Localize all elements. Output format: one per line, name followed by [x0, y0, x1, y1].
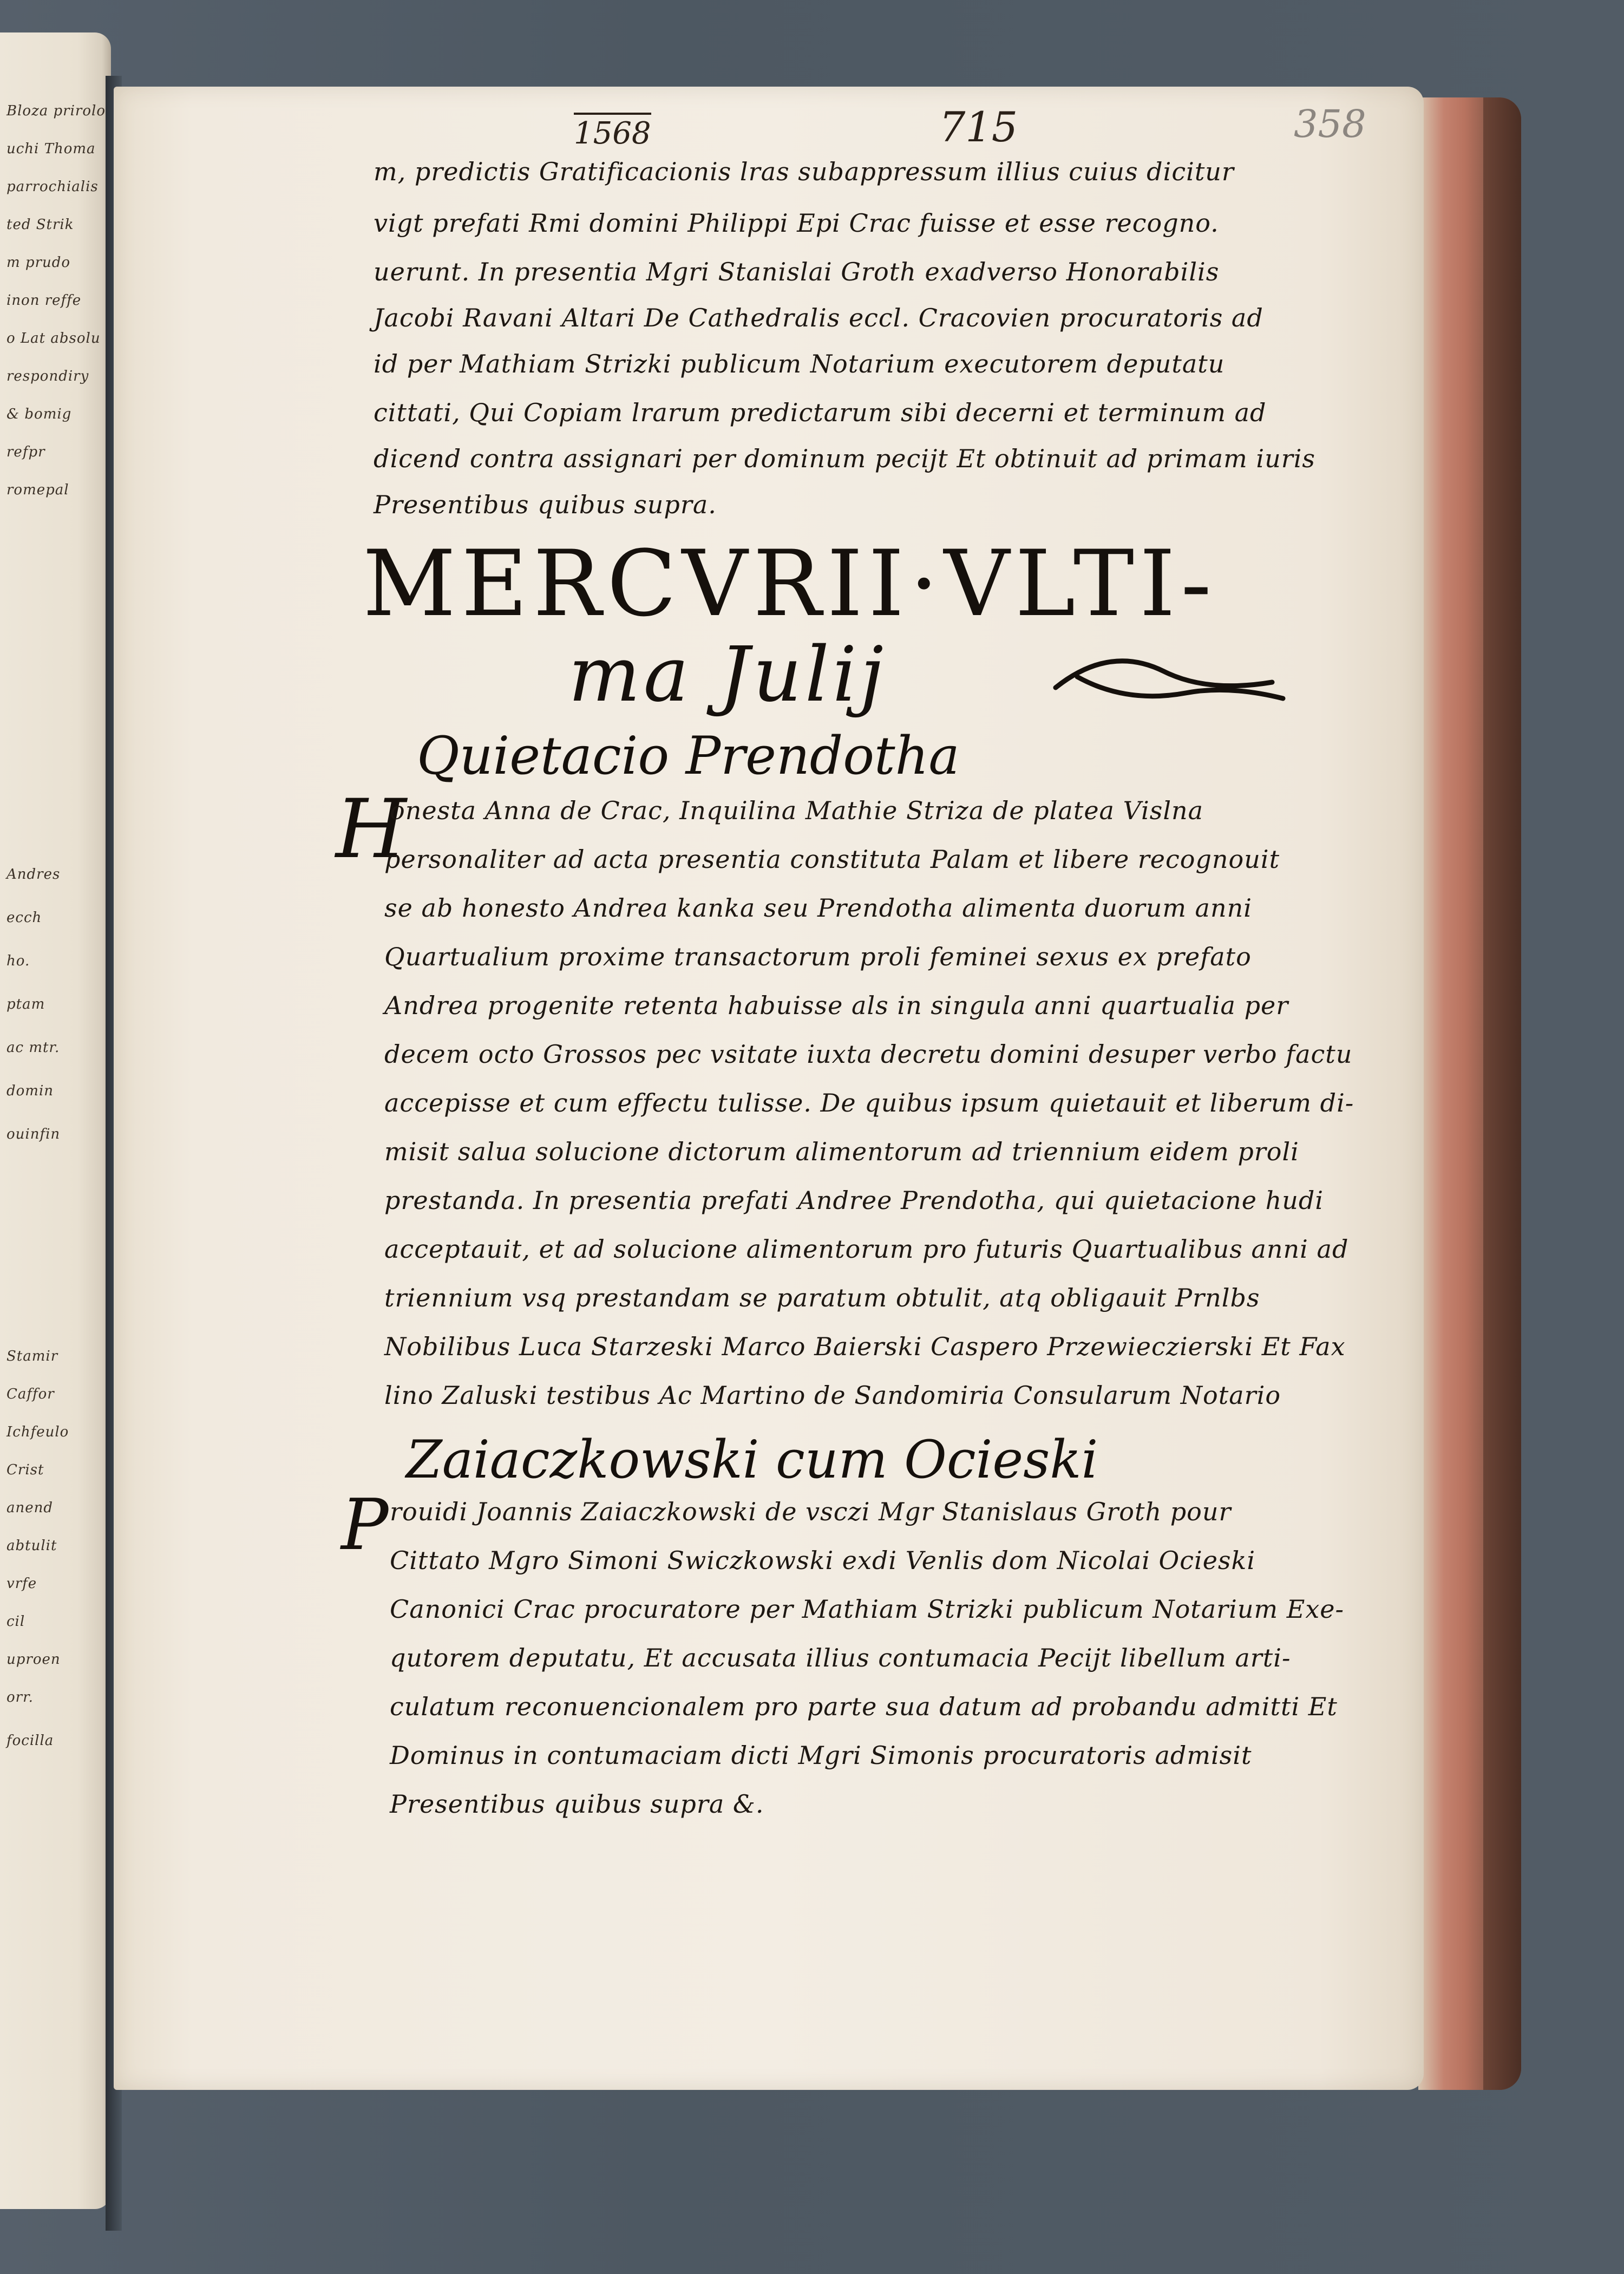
section-heading: MERCVRII·VLTI-	[363, 531, 1217, 637]
text-line: triennium vsq prestandam se paratum obtulit, atq obligauit Prnlbs	[384, 1283, 1260, 1312]
margin-note: orr.	[6, 1689, 34, 1706]
text-line: misit salua solucione dictorum alimentorum ad triennium eidem proli	[384, 1137, 1299, 1166]
margin-note: anend	[6, 1500, 54, 1516]
margin-note: romepal	[6, 482, 69, 498]
text-line: cittati, Qui Copiam lrarum predictarum sibi decerni et terminum ad	[374, 398, 1267, 427]
text-line: Andrea progenite retenta habuisse als in singula anni quartualia per	[384, 991, 1289, 1020]
margin-note: uproen	[6, 1651, 61, 1668]
manuscript-page	[114, 87, 1424, 2090]
text-line: qutorem deputatu, Et accusata illius contumacia Pecijt libellum arti-	[390, 1643, 1291, 1672]
margin-note: ptam	[6, 996, 45, 1012]
year-number: 1568	[574, 113, 651, 151]
text-line: se ab honesto Andrea kanka seu Prendotha alimenta duorum anni	[384, 893, 1252, 923]
margin-note: Caffor	[6, 1386, 55, 1402]
margin-note: parrochialis	[6, 179, 99, 195]
text-line: accepisse et cum effectu tulisse. De quibus ipsum quietauit et liberum di-	[384, 1088, 1354, 1118]
text-line: culatum reconuencionalem pro parte sua datum ad probandu admitti Et	[390, 1692, 1338, 1721]
text-line: Dominus in contumaciam dicti Mgri Simonis procuratoris admisit	[390, 1741, 1252, 1770]
text-line: acceptauit, et ad solucione alimentorum pro futuris Quartualibus anni ad	[384, 1234, 1349, 1264]
entry-title: Zaiaczkowski cum Ocieski	[406, 1429, 1098, 1490]
flourish-ornament	[1045, 639, 1294, 715]
text-line: m, predictis Gratificacionis lras subappressum illius cuius dicitur	[374, 157, 1234, 186]
text-line: Canonici Crac procuratore per Mathiam Strizki publicum Notarium Exe-	[390, 1595, 1345, 1624]
text-line: Nobilibus Luca Starzeski Marco Baierski Caspero Przewieczierski Et Fax	[384, 1332, 1346, 1361]
margin-note: m prudo	[6, 254, 71, 271]
book-edge	[1418, 97, 1521, 2090]
text-line: id per Mathiam Strizki publicum Notarium executorem deputatu	[374, 349, 1225, 378]
text-line: personaliter ad acta presentia constituta Palam et libere recognouit	[384, 845, 1280, 874]
margin-note: inon reffe	[6, 292, 82, 309]
margin-note: ecch	[6, 910, 42, 926]
text-line: onesta Anna de Crac, Inquilina Mathie Striza de platea Vislna	[390, 796, 1204, 825]
margin-note: & bomig	[6, 406, 72, 422]
margin-note: ac mtr.	[6, 1040, 60, 1056]
text-line: prestanda. In presentia prefati Andree Prendotha, qui quietacione hudi	[384, 1186, 1324, 1215]
text-line: rouidi Joannis Zaiaczkowski de vsczi Mgr Stanislaus Groth pour	[390, 1497, 1232, 1526]
text-line: Cittato Mgro Simoni Swiczkowski exdi Venlis dom Nicolai Ocieski	[390, 1546, 1256, 1575]
pencil-page-number: 358	[1294, 102, 1366, 146]
margin-note: cil	[6, 1613, 25, 1630]
drop-cap: P	[341, 1484, 389, 1566]
text-line: Presentibus quibus supra.	[374, 490, 717, 519]
left-facing-page	[0, 32, 111, 2209]
margin-note: domin	[6, 1083, 54, 1099]
text-line: Presentibus quibus supra &.	[390, 1789, 764, 1819]
text-line: uerunt. In presentia Mgri Stanislai Groth exadverso Honorabilis	[374, 257, 1220, 286]
text-line: Jacobi Ravani Altari De Cathedralis eccl. Cracovien procuratoris ad	[374, 303, 1263, 332]
text-line: vigt prefati Rmi domini Philippi Epi Crac fuisse et esse recogno.	[374, 208, 1219, 238]
margin-note: Andres	[6, 866, 61, 883]
margin-note: ouinfin	[6, 1126, 61, 1142]
text-line: dicend contra assignari per dominum pecijt Et obtinuit ad primam iuris	[374, 444, 1316, 473]
margin-note: Ichfeulo	[6, 1424, 69, 1440]
margin-note: respondiry	[6, 368, 89, 384]
margin-note: Stamir	[6, 1348, 58, 1364]
text-line: lino Zaluski testibus Ac Martino de Sandomiria Consularum Notario	[384, 1381, 1281, 1410]
margin-note: o Lat absolu	[6, 330, 101, 347]
drop-cap: H	[336, 782, 407, 877]
text-line: Quartualium proxime transactorum proli feminei sexus ex prefato	[384, 942, 1252, 971]
margin-note: ho.	[6, 953, 30, 969]
margin-note: uchi Thoma	[6, 141, 96, 157]
section-heading-date: ma Julij	[568, 631, 887, 719]
margin-note: focilla	[6, 1733, 54, 1749]
margin-note: vrfe	[6, 1576, 37, 1592]
margin-note: refpr	[6, 444, 45, 460]
margin-note: ted Strik	[6, 217, 74, 233]
margin-note: Bloza prirolo	[6, 103, 106, 119]
folio-number: 715	[939, 103, 1018, 151]
margin-note: Crist	[6, 1462, 44, 1478]
margin-note: abtulit	[6, 1538, 57, 1554]
entry-title: Quietacio Prendotha	[417, 726, 960, 786]
text-line: decem octo Grossos pec vsitate iuxta decretu domini desuper verbo factu	[384, 1040, 1353, 1069]
